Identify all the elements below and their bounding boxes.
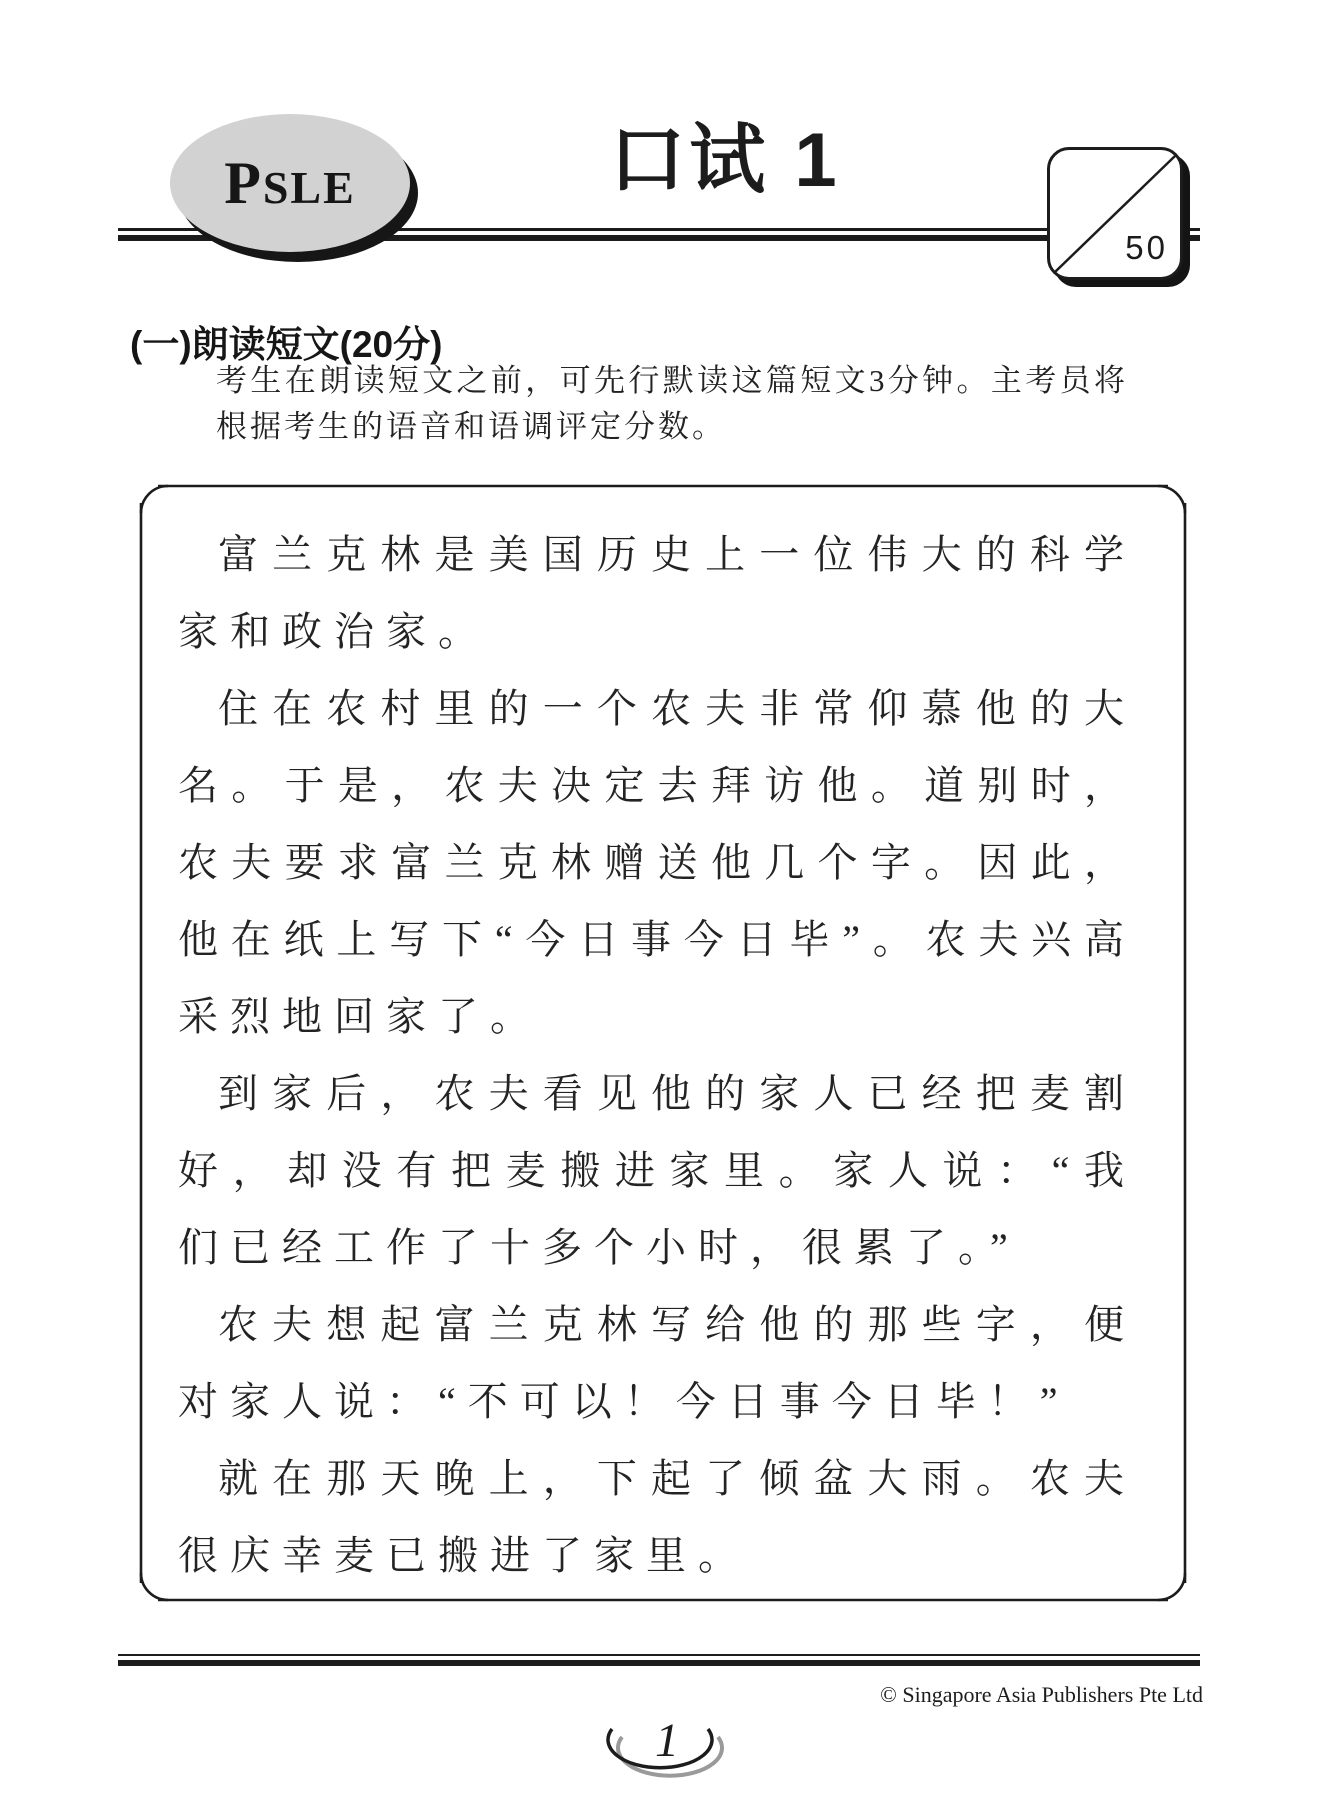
passage-paragraph: 富兰克林是美国历史上一位伟大的科学家和政治家。 — [178, 532, 1136, 654]
psle-logo-ellipse — [170, 114, 410, 252]
footer-rule-thick — [118, 1660, 1200, 1666]
passage-paragraph: 就在那天晚上，下起了倾盆大雨。农夫很庆幸麦已搬进了家里。 — [178, 1456, 1136, 1578]
psle-logo — [170, 114, 418, 262]
passage-paragraph: 农夫想起富兰克林写给他的那些字，便对家人说：“不可以！今日事今日毕！” — [178, 1302, 1136, 1424]
page-number-ornament — [595, 1698, 735, 1788]
copyright: © Singapore Asia Publishers Pte Ltd — [880, 1682, 1203, 1707]
score-box — [1047, 147, 1183, 280]
page-number: 1 — [655, 1714, 679, 1767]
reading-passage — [178, 516, 1136, 1594]
page-title: 口试 1 — [609, 118, 841, 203]
section-heading: (一)朗读短文(20分) — [130, 324, 443, 365]
score-total: 50 — [1125, 229, 1168, 266]
footer-rule-thin — [118, 1654, 1200, 1656]
passage-paragraph: 到家后，农夫看见他的家人已经把麦割好，却没有把麦搬进家里。家人说：“我们已经工作了十多个小时，很累了。” — [178, 1071, 1136, 1270]
psle-logo-text: PSLE — [224, 149, 356, 216]
passage-paragraph: 住在农村里的一个农夫非常仰慕他的大名。于是，农夫决定去拜访他。道别时，农夫要求富兰克林赠送他几个字。因此，他在纸上写下“今日事今日毕”。农夫兴高采烈地回家了。 — [178, 686, 1136, 1039]
section-instructions: 考生在朗读短文之前，可先行默读这篇短文3分钟。主考员将根据考生的语音和语调评定分数。 — [216, 363, 1128, 444]
